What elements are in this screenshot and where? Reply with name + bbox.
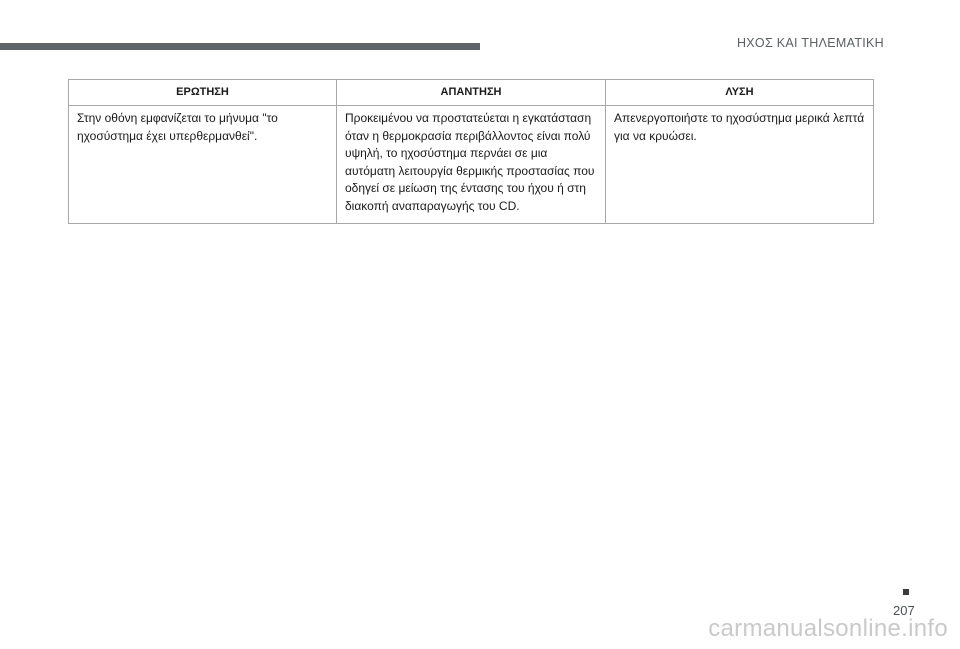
table-header-row	[69, 80, 874, 106]
answer-cell: Προκειμένου να προστατεύεται η εγκατάσταση όταν η θερμοκρασία περιβάλλοντος είναι πολύ υψηλή, το ηχοσύστημα περνάει σε μια αυτόματη λειτουργία θερμικής προστασίας που οδηγεί σε μείωση της έντασης του ήχου ή στη διακοπή αναπαραγωγής του CD.	[337, 106, 606, 224]
page-number: 207	[893, 603, 915, 618]
page-marker	[903, 589, 909, 595]
faq-table	[68, 79, 874, 224]
table-row	[69, 106, 874, 224]
column-header-answer: ΑΠΑΝΤΗΣΗ	[337, 80, 606, 106]
column-header-solution: ΛΥΣΗ	[606, 80, 874, 106]
watermark: carmanualsonline.info	[708, 615, 948, 642]
header-rule	[0, 43, 480, 50]
section-title: ΗΧΟΣ ΚΑΙ ΤΗΛΕΜΑΤΙΚΗ	[736, 36, 884, 50]
question-cell: Στην οθόνη εμφανίζεται το μήνυμα "το ηχοσύστημα έχει υπερθερμανθεί".	[69, 106, 337, 224]
solution-cell: Απενεργοποιήστε το ηχοσύστημα μερικά λεπτά για να κρυώσει.	[606, 106, 874, 224]
column-header-question: ΕΡΩΤΗΣΗ	[69, 80, 337, 106]
